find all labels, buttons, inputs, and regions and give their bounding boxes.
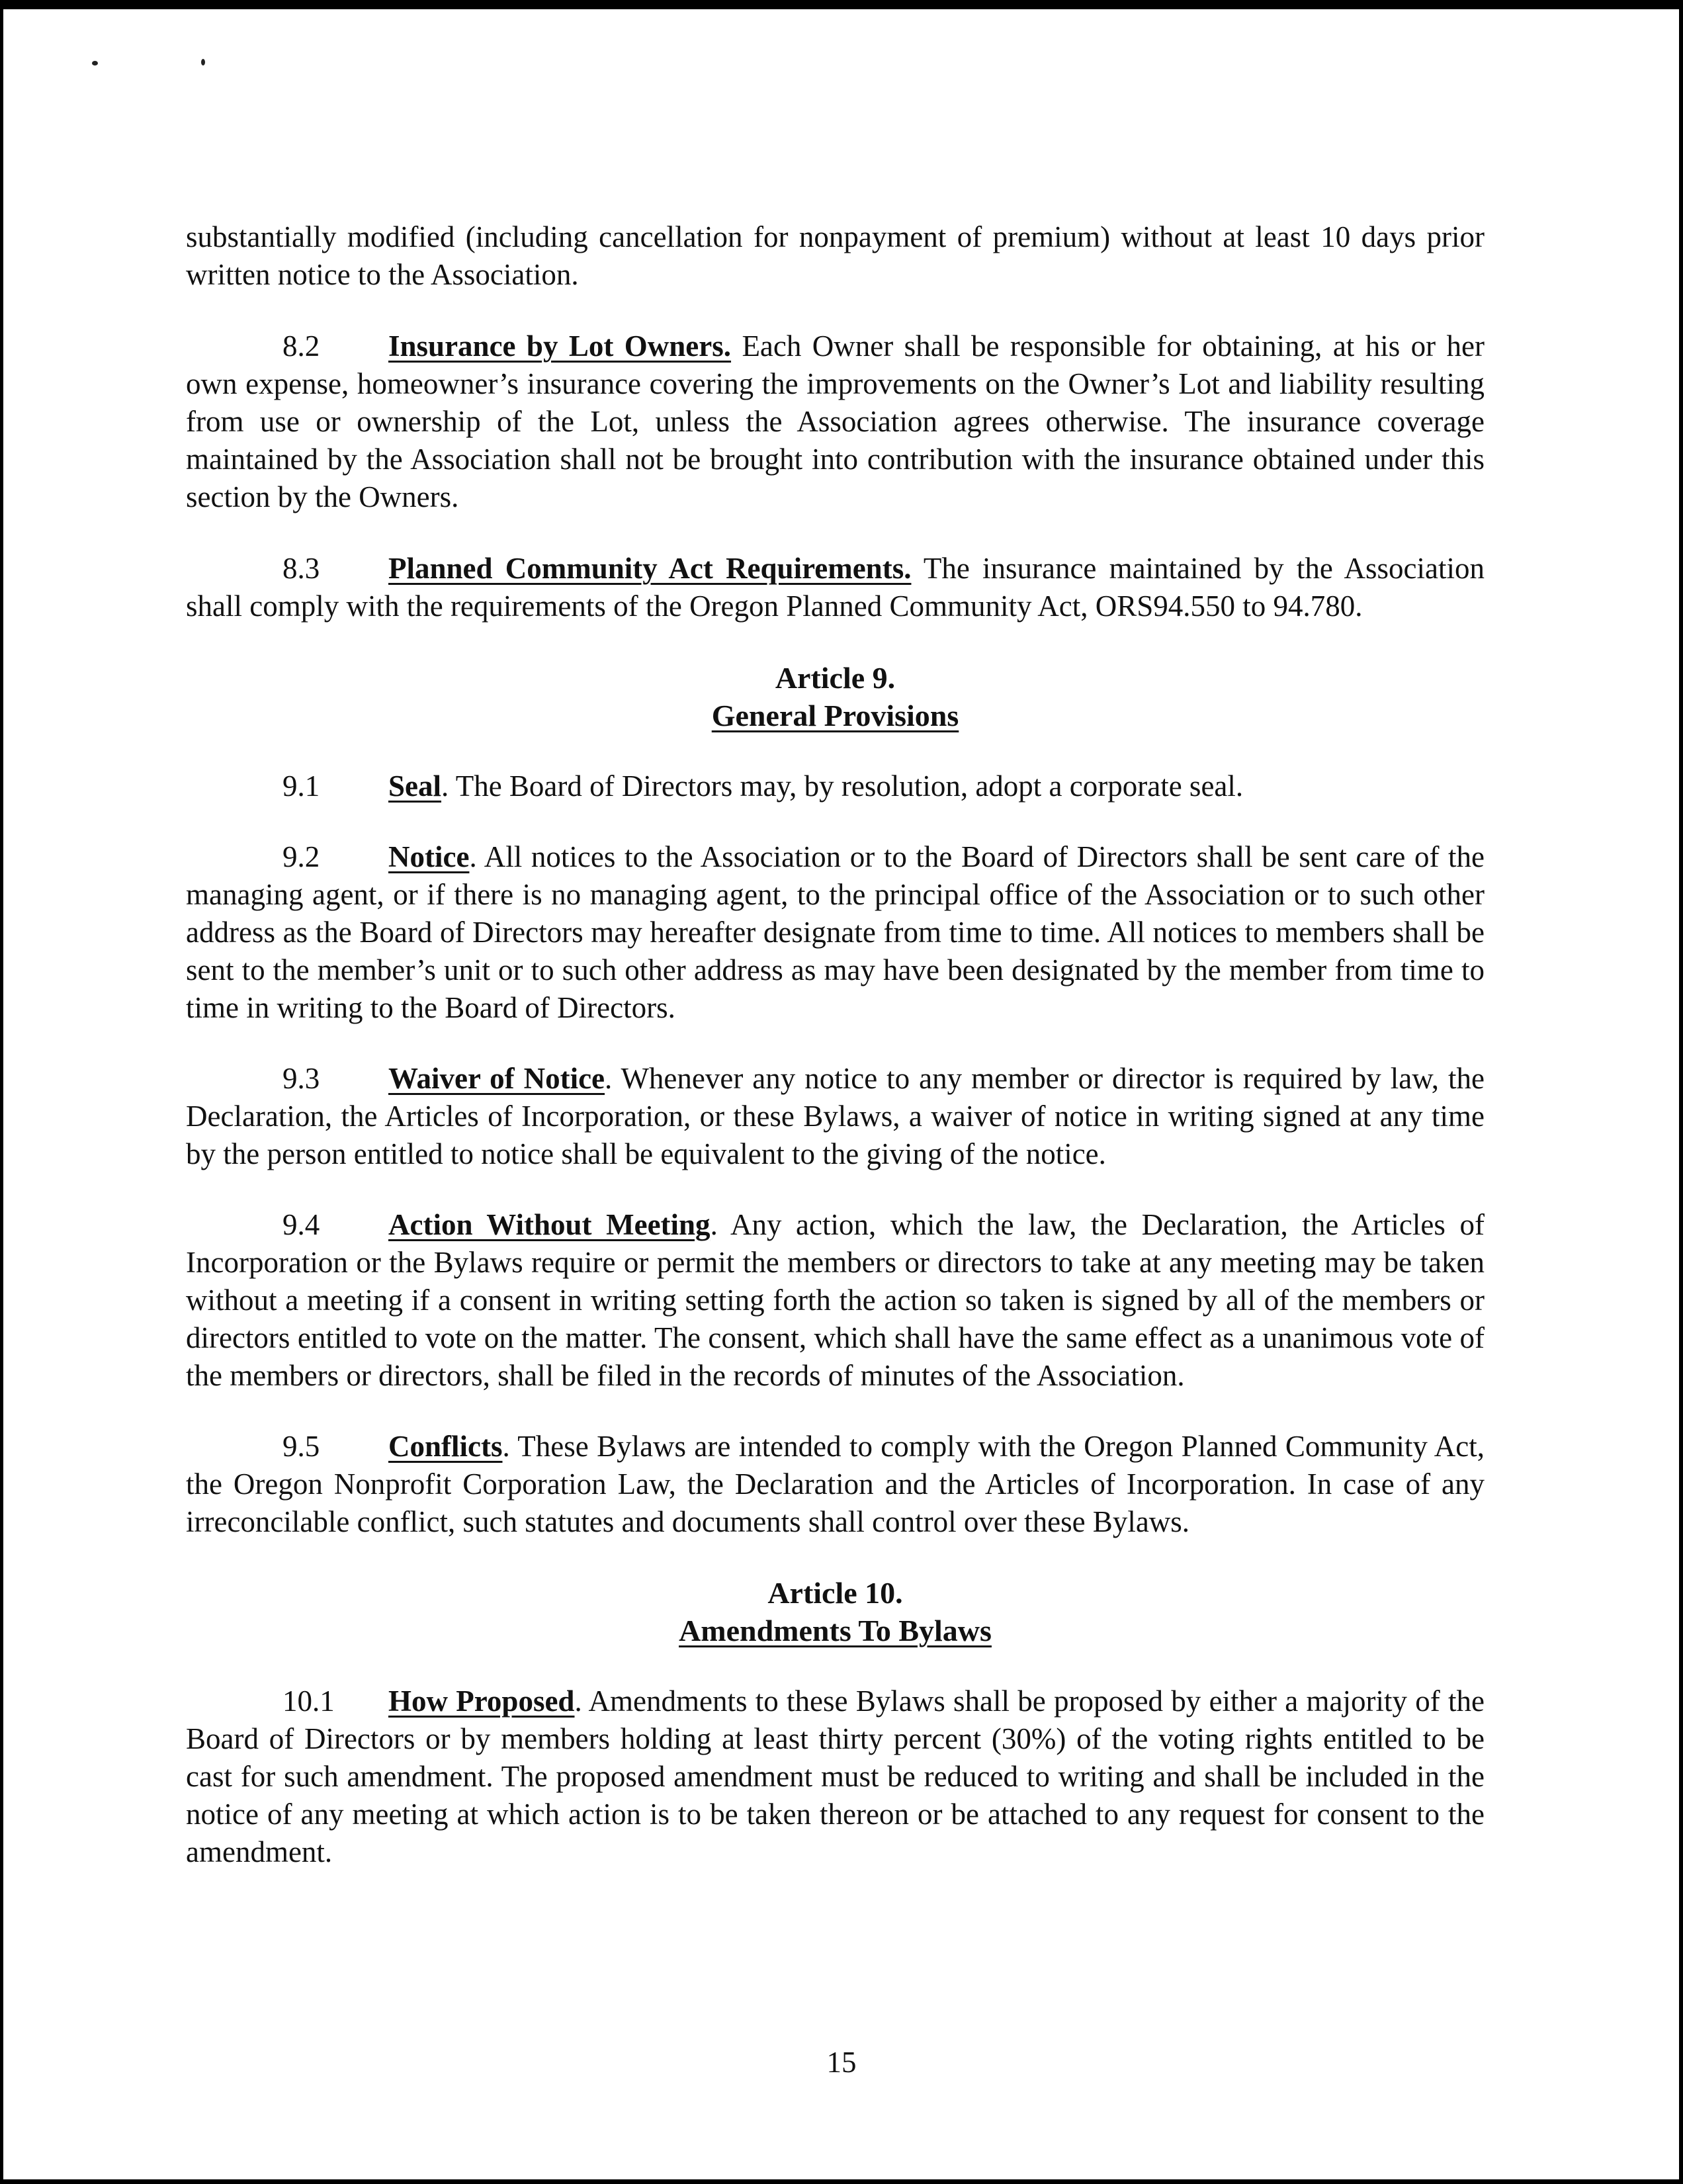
article-title (186, 697, 1485, 734)
section-9-5 (186, 1428, 1485, 1541)
scan-right-border (1679, 0, 1683, 2184)
section-9-2 (186, 838, 1485, 1027)
section-8-3 (186, 550, 1485, 625)
continuation-paragraph: substantially modified (including cancellation for nonpayment of premium) without at least 10 days prior written notice to the Association. (186, 220, 1485, 291)
section-9-4 (186, 1206, 1485, 1395)
article-title-text: General Provisions (711, 699, 959, 732)
section-number: 9.3 (282, 1062, 320, 1095)
section-text: . Amendments to these Bylaws shall be proposed by either a majority of the Board of Directors or by members holding at least thirty percent (30%) of the voting rights entitled to be cast for such amendment. The proposed amendment must be reduced to writing and shall be included in the notice of any meeting at which action is to be taken thereon or be attached to any request for consent to the amendment. (186, 1684, 1485, 1868)
scan-left-border (0, 0, 3, 2184)
section-8-2 (186, 328, 1485, 516)
section-text: . Any action, which the law, the Declaration, the Articles of Incorporation or the Bylaws require or permit the members or directors to take at any meeting may be taken without a meeting if a consent in writing setting forth the action so taken is signed by all of the members or directors entitled to vote on the matter. The consent, which shall have the same effect as a unanimous vote of the members or directors, shall be filed in the records of minutes of the Association. (186, 1208, 1485, 1392)
section-number: 9.1 (282, 769, 320, 803)
section-heading: Notice (388, 840, 470, 873)
section-heading: Insurance by Lot Owners. (388, 329, 732, 363)
scan-speck (201, 59, 205, 66)
article-label: Article 9. (775, 661, 896, 695)
section-heading: Waiver of Notice (388, 1062, 605, 1095)
section-text: . These Bylaws are intended to comply with the Oregon Planned Community Act, the Oregon Nonprofit Corporation Law, the Declaration and the Articles of Incorporation. In case of any irreconcilable conflict, such statutes and documents shall control over these Bylaws. (186, 1430, 1485, 1538)
section-9-3 (186, 1060, 1485, 1173)
scan-speck (92, 61, 98, 66)
page-number: 15 (826, 2046, 857, 2079)
section-number: 9.4 (282, 1208, 320, 1241)
scan-top-border (0, 0, 1683, 9)
section-heading: How Proposed (388, 1684, 575, 1718)
section-number: 10.1 (282, 1684, 335, 1718)
section-heading: Seal (388, 769, 442, 803)
section-text: The insurance maintained by the Association shall comply with the requirements of the Oregon Planned Community Act, ORS94.550 to 94.780. (186, 552, 1485, 623)
section-number: 8.2 (282, 329, 320, 363)
section-text: Each Owner shall be responsible for obtaining, at his or her own expense, homeowner’s insurance covering the improvements on the Owner’s Lot and liability resulting from use or ownership of the Lot, unless the Association agrees otherwise. The insurance coverage maintained by the Association shall not be brought into contribution with the insurance obtained under this section by the Owners. (186, 329, 1485, 513)
document-body (186, 218, 1485, 1871)
article-title (186, 1612, 1485, 1649)
section-heading: Planned Community Act Requirements. (388, 552, 912, 585)
section-text: . All notices to the Association or to the Board of Directors shall be sent care of the managing agent, or if there is no managing agent, to the principal office of the Association or to such other address as the Board of Directors may hereafter designate from time to time. All notices to members shall be sent to the member’s unit or to such other address as may have been designated by the member from time to time in writing to the Board of Directors. (186, 840, 1485, 1024)
section-10-1 (186, 1682, 1485, 1871)
section-text: . The Board of Directors may, by resolution, adopt a corporate seal. (441, 769, 1244, 803)
article-title-text: Amendments To Bylaws (679, 1614, 992, 1647)
section-number: 8.3 (282, 552, 320, 585)
section-heading: Conflicts (388, 1430, 503, 1463)
article-10-heading (186, 1574, 1485, 1649)
section-number: 9.5 (282, 1430, 320, 1463)
scan-bottom-border (0, 2179, 1683, 2184)
section-heading: Action Without Meeting (388, 1208, 711, 1241)
section-number: 9.2 (282, 840, 320, 873)
article-9-heading (186, 659, 1485, 734)
article-label: Article 10. (767, 1576, 903, 1610)
section-9-1 (186, 767, 1485, 805)
section-text: . Whenever any notice to any member or director is required by law, the Declaration, the Articles of Incorporation, or these Bylaws, a waiver of notice in writing signed at any time by the person entitled to notice shall be equivalent to the giving of the notice. (186, 1062, 1485, 1170)
